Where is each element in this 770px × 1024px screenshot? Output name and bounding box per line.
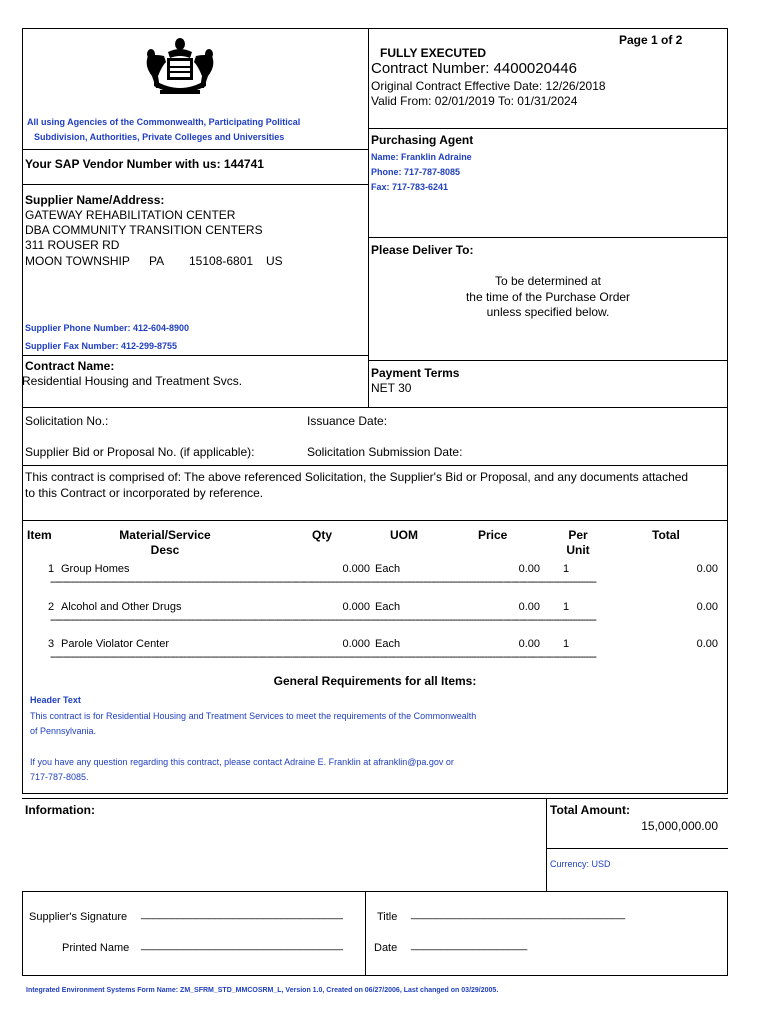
currency-top-line bbox=[546, 848, 728, 849]
comprised-bottom-line bbox=[22, 520, 728, 521]
agencies-line-2: Subdivision, Authorities, Private Colleges and Universities bbox=[34, 132, 285, 142]
agent-bottom-line bbox=[368, 237, 728, 238]
deliver-line-2: the time of the Purchase Order bbox=[465, 290, 631, 304]
solicitation-no: Solicitation No.: bbox=[25, 414, 109, 428]
general-paragraph-1-line-2: of Pennsylvania. bbox=[30, 726, 97, 736]
col-header-item: Item bbox=[27, 528, 52, 542]
header-bottom-line bbox=[368, 128, 728, 129]
agent-phone: Phone: 717-787-8085 bbox=[371, 167, 461, 177]
row-price: 0.00 bbox=[518, 601, 540, 613]
original-effective-date: Original Contract Effective Date: 12/26/2018 bbox=[371, 79, 606, 93]
comprised-line-1: This contract is comprised of: The above referenced Solicitation, the Supplier's Bid or Proposal, and any documents attached bbox=[25, 470, 689, 484]
deliver-line-1: To be determined at bbox=[494, 274, 602, 288]
deliver-to-label: Please Deliver To: bbox=[371, 243, 474, 257]
currency: Currency: USD bbox=[550, 859, 611, 869]
supplier-label: Supplier Name/Address: bbox=[25, 193, 165, 207]
header-divider bbox=[368, 28, 369, 407]
contract-bottom-line bbox=[22, 407, 728, 408]
supplier-phone: Supplier Phone Number: 412-604-8900 bbox=[25, 323, 190, 333]
comprised-line-2: to this Contract or incorporated by reference. bbox=[25, 486, 264, 500]
form-footer: Integrated Environment Systems Form Name: ZM_SFRM_STD_MMCOSRM_L, Version 1.0, Created on 06/27/2006, Last changed on 03/29/2005. bbox=[26, 987, 499, 994]
general-paragraph-2-line-2: 717-787-8085. bbox=[30, 772, 89, 782]
col-header-desc-2: Desc bbox=[150, 543, 180, 557]
agent-name: Name: Franklin Adraine bbox=[371, 152, 472, 162]
row-total: 0.00 bbox=[696, 563, 718, 575]
supplier-signature-line[interactable]: _________________________________ bbox=[141, 908, 343, 920]
row-price: 0.00 bbox=[518, 638, 540, 650]
header-text-label: Header Text bbox=[30, 695, 81, 705]
row-desc: Group Homes bbox=[61, 563, 130, 575]
solicitation-bottom-line bbox=[22, 465, 728, 466]
supplier-bottom-line bbox=[22, 355, 368, 356]
title-label: Title bbox=[377, 911, 398, 923]
general-paragraph-2-line-1: If you have any question regarding this contract, please contact Adraine E. Franklin at afranklin@pa.gov or bbox=[30, 757, 454, 767]
row-per-unit: 1 bbox=[563, 563, 570, 575]
row-per-unit: 1 bbox=[563, 638, 570, 650]
row-desc: Alcohol and Other Drugs bbox=[61, 601, 182, 613]
contract-name-label: Contract Name: bbox=[25, 359, 115, 373]
valid-dates: Valid From: 02/01/2019 To: 01/31/2024 bbox=[371, 94, 578, 108]
commonwealth-seal-logo bbox=[140, 36, 220, 98]
col-header-per: Per bbox=[568, 528, 588, 542]
row-uom: Each bbox=[375, 638, 401, 650]
payment-terms-label: Payment Terms bbox=[371, 366, 460, 380]
row-item: 3 bbox=[48, 638, 55, 650]
sap-bottom-line bbox=[22, 184, 368, 185]
contract-number: Contract Number: 4400020446 bbox=[371, 60, 577, 77]
row-per-unit: 1 bbox=[563, 601, 570, 613]
col-header-qty: Qty bbox=[312, 528, 333, 542]
supplier-address-line-2: DBA COMMUNITY TRANSITION CENTERS bbox=[25, 223, 263, 237]
row-separator: ------------------------------------------------------------------------------------------------------------------------------------------------------------------------------------------------------------- bbox=[50, 651, 596, 663]
supplier-address-line-1: GATEWAY REHABILITATION CENTER bbox=[25, 208, 236, 222]
date-line[interactable]: ___________________ bbox=[411, 939, 528, 951]
sap-vendor-number: Your SAP Vendor Number with us: 144741 bbox=[25, 157, 264, 171]
supplier-zip: 15108-6801 bbox=[189, 254, 254, 268]
supplier-city: MOON TOWNSHIP bbox=[25, 254, 130, 268]
agent-fax: Fax: 717-783-6241 bbox=[371, 182, 449, 192]
contract-name: Residential Housing and Treatment Svcs. bbox=[22, 374, 243, 388]
title-line[interactable]: ___________________________________ bbox=[411, 908, 626, 920]
purchasing-agent-label: Purchasing Agent bbox=[371, 133, 474, 147]
col-header-total: Total bbox=[652, 528, 680, 542]
bid-proposal-no: Supplier Bid or Proposal No. (if applicable): bbox=[25, 445, 255, 459]
printed-name-label: Printed Name bbox=[62, 942, 130, 954]
printed-name-line[interactable]: _________________________________ bbox=[141, 939, 343, 951]
status-label: FULLY EXECUTED bbox=[380, 46, 487, 60]
row-separator: ------------------------------------------------------------------------------------------------------------------------------------------------------------------------------------------------------------- bbox=[50, 576, 596, 588]
information-label: Information: bbox=[25, 803, 95, 817]
general-requirements-title: General Requirements for all Items: bbox=[273, 674, 477, 688]
row-desc: Parole Violator Center bbox=[61, 638, 170, 650]
row-price: 0.00 bbox=[518, 563, 540, 575]
row-uom: Each bbox=[375, 601, 401, 613]
signature-box bbox=[22, 891, 728, 976]
row-total: 0.00 bbox=[696, 601, 718, 613]
agencies-line-1: All using Agencies of the Commonwealth, Participating Political bbox=[27, 117, 301, 127]
supplier-country: US bbox=[266, 254, 283, 268]
total-amount: 15,000,000.00 bbox=[641, 819, 718, 833]
col-header-price: Price bbox=[478, 528, 508, 542]
deliver-line-3: unless specified below. bbox=[486, 305, 610, 319]
row-separator: ------------------------------------------------------------------------------------------------------------------------------------------------------------------------------------------------------------- bbox=[50, 614, 596, 626]
issuance-date: Issuance Date: bbox=[307, 414, 388, 428]
total-amount-label: Total Amount: bbox=[550, 803, 630, 817]
supplier-state: PA bbox=[149, 254, 165, 268]
signature-divider bbox=[365, 891, 366, 976]
col-header-desc-1: Material/Service bbox=[119, 528, 211, 542]
supplier-address-line-3: 311 ROUSER RD bbox=[25, 238, 120, 252]
submission-date: Solicitation Submission Date: bbox=[307, 445, 463, 459]
general-paragraph-1-line-1: This contract is for Residential Housing and Treatment Services to meet the requirements of the Commonwealth bbox=[30, 711, 477, 721]
supplier-signature-label: Supplier's Signature bbox=[29, 911, 128, 923]
col-header-uom: UOM bbox=[390, 528, 418, 542]
row-qty: 0.000 bbox=[342, 638, 370, 650]
payment-terms: NET 30 bbox=[371, 381, 412, 395]
page-number: Page 1 of 2 bbox=[619, 33, 683, 47]
row-item: 2 bbox=[48, 601, 55, 613]
row-qty: 0.000 bbox=[342, 601, 370, 613]
row-total: 0.00 bbox=[696, 638, 718, 650]
sap-top-line bbox=[22, 149, 368, 150]
col-header-unit: Unit bbox=[566, 543, 590, 557]
date-label: Date bbox=[374, 942, 398, 954]
row-uom: Each bbox=[375, 563, 401, 575]
deliver-bottom-line bbox=[368, 360, 728, 361]
supplier-fax: Supplier Fax Number: 412-299-8755 bbox=[25, 341, 178, 351]
info-divider bbox=[546, 798, 547, 892]
general-bottom-line bbox=[22, 798, 728, 799]
row-qty: 0.000 bbox=[342, 563, 370, 575]
row-item: 1 bbox=[48, 563, 55, 575]
